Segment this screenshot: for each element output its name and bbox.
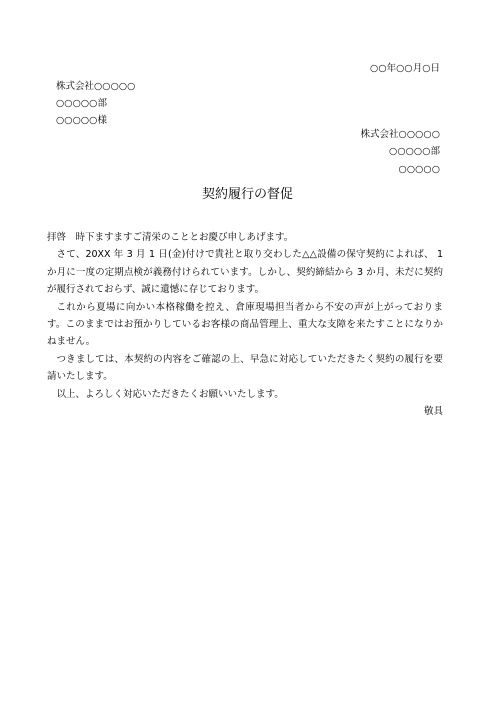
recipient-department: ○○○○○部 (56, 98, 107, 109)
sender-department: ○○○○○部 (389, 146, 440, 157)
letter-title: 契約履行の督促 (201, 187, 293, 202)
closing-paragraph: 以上、よろしく対応いただきたくお願いいたします。 (56, 388, 284, 400)
recipient-person: ○○○○○様 (56, 115, 107, 126)
closing-word: 敬具 (423, 406, 443, 418)
letter-date: ○○年○○月○日 (370, 63, 440, 74)
sender-person: ○○○○○ (398, 164, 440, 175)
recipient-company: 株式会社○○○○○ (56, 81, 136, 92)
contract-paragraph: さて、20XX 年 3 月 1 日(金)付けで貴社と取り交わした△△設備の保守契約によれば、 1 か月に一度の定期点検が義務付けられています。しかし、契約締結から 3 か月、未だに契約が履行されておらず、誠に遺憾に存じております。 (47, 249, 443, 296)
concern-paragraph: これから夏場に向かい本格稼働を控え、倉庫現場担当者から不安の声が上がっております。このままではお預かりしているお客様の商品管理上、重大な支障を来たすことになりかねません。 (47, 301, 443, 348)
greeting-paragraph: 拝啓 時下ますますご清栄のこととお慶び申しあげます。 (47, 232, 294, 243)
letter-body (47, 229, 443, 420)
sender-company: 株式会社○○○○○ (360, 129, 440, 140)
request-paragraph: つきましては、本契約の内容をご確認の上、早急に対応していただきたく契約の履行を要請いたします。 (47, 353, 443, 383)
